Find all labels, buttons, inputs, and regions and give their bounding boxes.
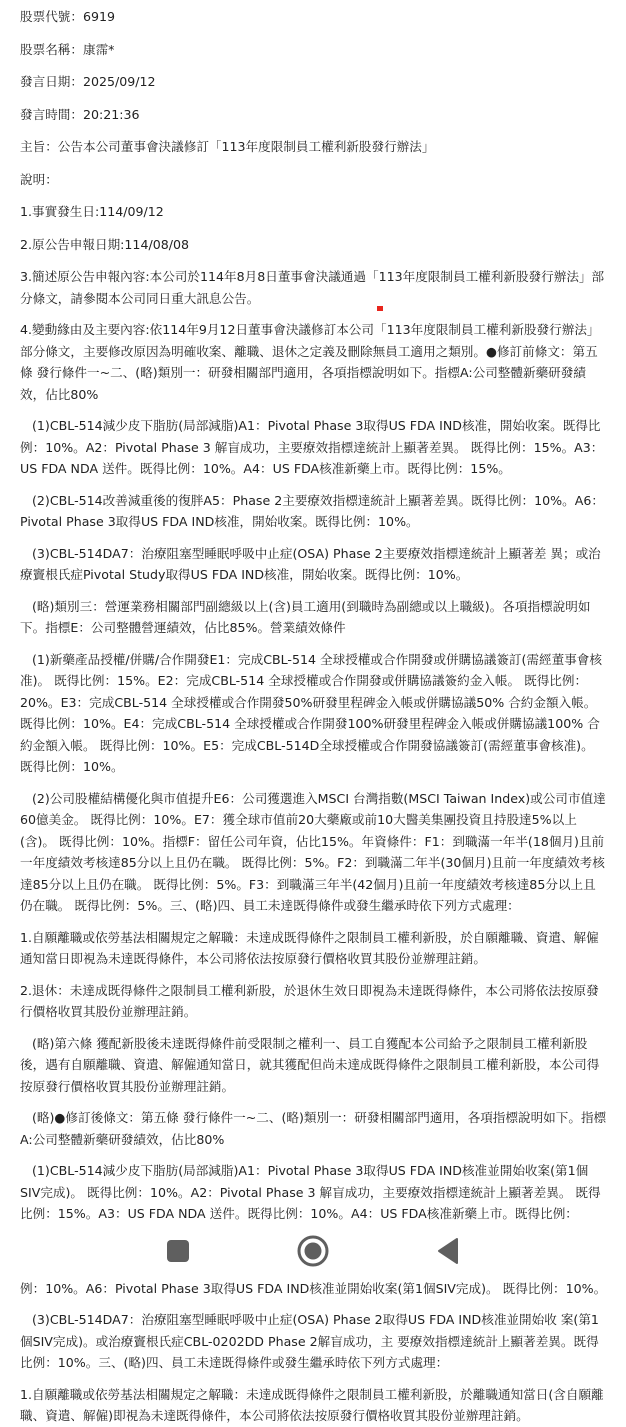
paragraph-revised-article: (略)●修訂後條文：第五條 發行條件一~二、(略)類別一：研發相關部門適用，各項指標說明如下。指標A:公司整體新藥研發績效，佔比80% bbox=[20, 1110, 607, 1147]
recents-button[interactable] bbox=[158, 1231, 198, 1271]
paragraph-occurrence-date: 1.事實發生日:114/09/12 bbox=[20, 204, 164, 219]
paragraph-revised-fat-reduction: (1)CBL-514減少皮下脂肪(局部減脂)A1：Pivotal Phase 3取得US FDA IND核准並開始收案(第1個SIV完成)。 既得比例：10%。A2：Pivotal Phase 3 解盲成功，主要療效指標達統計上顯著差異。 既得比例：15%。A3：US FDA NDA 送件。既得比例：10%。A4：US FDA核准新藥上市。既得比例： bbox=[20, 1163, 601, 1221]
paragraph-original-content bbox=[20, 266, 608, 309]
stock-code: 股票代號：6919 bbox=[20, 9, 116, 24]
system-navigation-bar bbox=[0, 1222, 626, 1280]
home-button[interactable] bbox=[293, 1231, 333, 1271]
description-label: 說明： bbox=[20, 171, 58, 187]
paragraph-a-fat-reduction: (1)CBL-514減少皮下脂肪(局部減脂)A1：Pivotal Phase 3取得US FDA IND核准，開始收案。既得比例：10%。A2：Pivotal Phase 3 解盲成功，主要療效指標達統計上顯著差異。 既得比例：15%。A3：US FDA NDA 送件。既得比例：10%。A4：US FDA核准新藥上市。既得比例：15%。 bbox=[20, 418, 604, 476]
stock-name: 股票名稱：康霈* bbox=[20, 41, 115, 57]
paragraph-e-licensing: (1)新藥產品授權/併購/合作開發E1：完成CBL-514 全球授權或合作開發或併購協議簽訂(需經董事會核准)。 既得比例：15%。E2：完成CBL-514 全球授權或合作開發或併購協議簽約金入帳。 既得比例：20%。E3：完成CBL-514 全球授權或合作開發50%研發里程碑金入帳或併購協議50% 合約金額入帳。 既得比例：10%。E4：完成CBL-514 全球授權或合作開發100%研發里程碑金入帳或併購協議100% 合約金額入帳。 既得比例：10%。E5：完成CBL-514D全球授權或合作開發協議簽訂(需經董事會核准)。 既得比例：10%。 bbox=[20, 651, 602, 774]
paragraph-resignation: 1.自願離職或依勞基法相關規定之解職：未達成既得條件之限制員工權利新股，於自願離職、資遣、解僱通知當日即視為未達既得條件，本公司將依法按原發行價格收買其股份並辦理註銷。 bbox=[20, 929, 599, 966]
recents-icon bbox=[166, 1239, 190, 1263]
paragraph-article-six: (略)第六條 獲配新股後未達既得條件前受限制之權利一、員工自獲配本公司給予之限制員工權利新股後，遇有自願離職、資遣、解僱通知當日，就其獲配但尚未達成既得條件之限制員工權利新股，本公司得按原發行價格收買其股份並辦理註銷。 bbox=[20, 1035, 600, 1094]
paragraph-original-date: 2.原公告申報日期:114/08/08 bbox=[20, 236, 189, 252]
highlighted-regulation-title: 113年度限制員工權利新股發行辦法」部分 bbox=[20, 269, 605, 306]
original-content-post: 條文，請參閱本公司同日重大訊息公告。 bbox=[32, 290, 260, 306]
paragraph-a-osa: (3)CBL-514DA7：治療阻塞型睡眠呼吸中止症(OSA) Phase 2主要療效指標達統計上顯著差 異；或治療竇根氏症Pivotal Study取得US FDA IND核准，開始收案。既得比例：10%。 bbox=[20, 545, 601, 582]
original-content-pre: 3.簡述原公告申報內容:本公司於114年8月8日董事會決議通過「 bbox=[20, 269, 379, 284]
back-button[interactable] bbox=[428, 1231, 468, 1271]
paragraph-e-market-cap: (2)公司股權結構優化與市值提升E6：公司獲選進入MSCI 台灣指數(MSCI Taiwan Index)或公司市值達60億美金。 既得比例：10%。E7：獲全球市值前20大藥廠或前10大醫美集團投資且持股達5%以上(含)。 既得比例：10%。指標F：留任公司年資，佔比15%。年資條件：F1：到職滿一年半(18個月)且前一年度績效考核達85分以上且仍在職。 既得比例：5%。F2：到職滿二年半(30個月)且前一年度績效考核達85分以上且仍在職。 既得比例：5%。F3：到職滿三年半(42個月)且前一年度績效考核達85分以上且仍在職。 既得比例：5%。三、(略)四、員工未達既得條件或發生繼承時依下列方式處理： bbox=[20, 790, 606, 913]
back-icon bbox=[436, 1237, 460, 1265]
paragraph-retirement: 2.退休：未達成既得條件之限制員工權利新股，於退休生效日即視為未達既得條件，本公司將依法按原發行價格收買其股份並辦理註銷。 bbox=[20, 982, 599, 1019]
paragraph-revised-weight-regain: 例：10%。A6：Pivotal Phase 3取得US FDA IND核准並開始收案(第1個SIV完成)。 既得比例：10%。 bbox=[20, 1280, 607, 1296]
paragraph-revised-resignation: 1.自願離職或依勞基法相關規定之解職：未達成既得條件之限制員工權利新股，於離職通知當日(含自願離職、資遣、解僱)即視為未達既得條件，本公司將依法按原發行價格收買其股份並辦理註銷。 bbox=[20, 1386, 604, 1423]
home-icon bbox=[296, 1234, 330, 1268]
announcement-subject: 主旨：公告本公司董事會決議修訂「113年度限制員工權利新股發行辦法」 bbox=[20, 139, 435, 154]
paragraph-change-reason: 4.變動緣由及主要內容:依114年9月12日董事會決議修訂本公司「113年度限制員工權利新股發行辦法」部分條文，主要修改原因為明確收案、離職、退休之定義及刪除無員工適用之類別。●修訂前條文：第五條 發行條件一~二、(略)類別一：研發相關部門適用，各項指標說明如下。指標A:公司整體新藥研發績效，佔比80% bbox=[20, 322, 600, 402]
announcement-date: 發言日期：2025/09/12 bbox=[20, 74, 156, 89]
announcement-time: 發言時間：20:21:36 bbox=[20, 106, 140, 122]
paragraph-revised-osa: (3)CBL-514DA7：治療阻塞型睡眠呼吸中止症(OSA) Phase 2取得US FDA IND核准並開始收 案(第1個SIV完成)。或治療竇根氏症CBL-0202DD Phase 2解盲成功，主 要療效指標達統計上顯著差異。既得比例：10%。三、(略)四、員工未達既得條件或發生繼承時依下列方式處理： bbox=[20, 1312, 599, 1370]
paragraph-category-three: (略)類別三：營運業務相關部門副總級以上(含)員工適用(到職時為副總或以上職級)。各項指標說明如下。指標E：公司整體營運績效，佔比85%。營業績效條件 bbox=[20, 598, 591, 635]
paragraph-a-weight-regain: (2)CBL-514改善減重後的復胖A5：Phase 2主要療效指標達統計上顯著差異。既得比例：10%。A6：Pivotal Phase 3取得US FDA IND核准，開始收案。既得比例：10%。 bbox=[20, 492, 604, 529]
